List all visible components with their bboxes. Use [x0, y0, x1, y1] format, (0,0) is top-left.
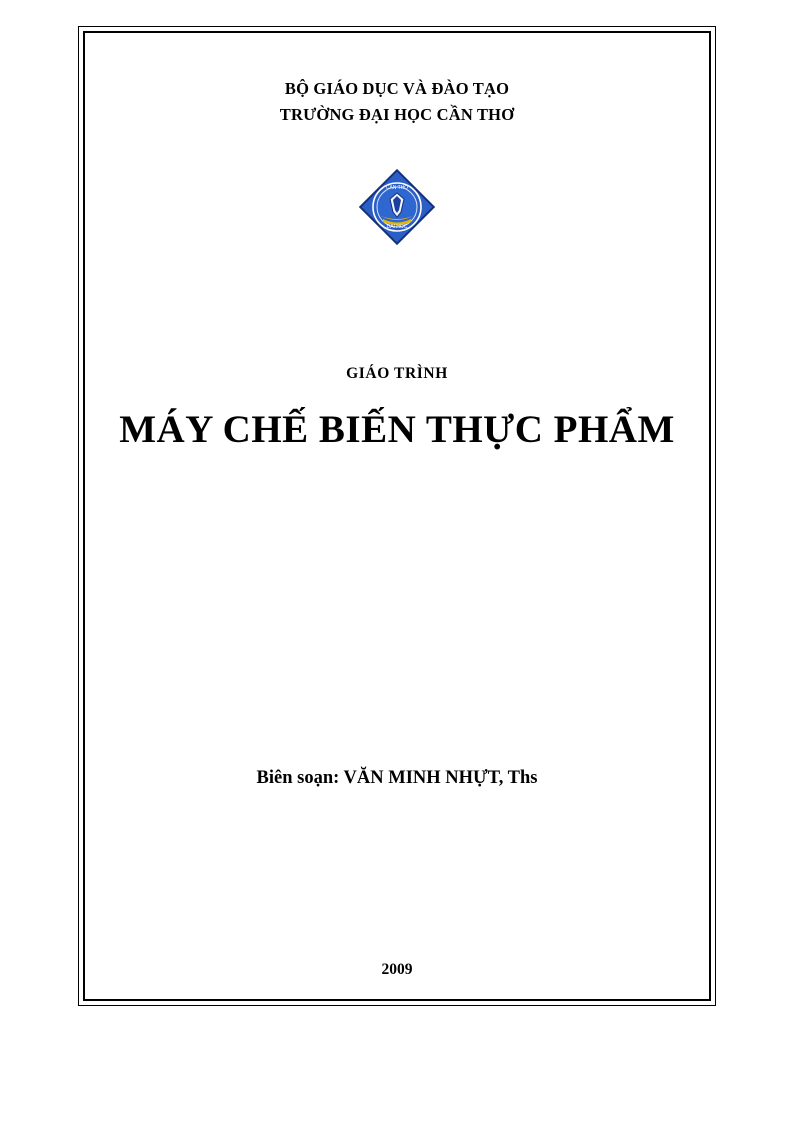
ministry-line: BỘ GIÁO DỤC VÀ ĐÀO TẠO: [284, 79, 510, 98]
logo-text-left: DAI HOC: [386, 224, 408, 231]
page-title: MÁY CHẾ BIẾN THỰC PHẨM: [119, 408, 675, 452]
university-emblem-icon: [352, 162, 442, 252]
institution-header: [280, 76, 515, 127]
publication-year: 2009: [381, 961, 413, 978]
logo-text-right: CAN THO: [385, 185, 409, 192]
author-line: Biên soạn: VĂN MINH NHỰT, Ths: [256, 768, 538, 789]
cover-content: [83, 31, 711, 1001]
university-line: TRƯỜNG ĐẠI HỌC CẦN THƠ: [279, 104, 515, 124]
university-logo: [352, 162, 442, 252]
document-type-label: GIÁO TRÌNH: [346, 365, 448, 383]
